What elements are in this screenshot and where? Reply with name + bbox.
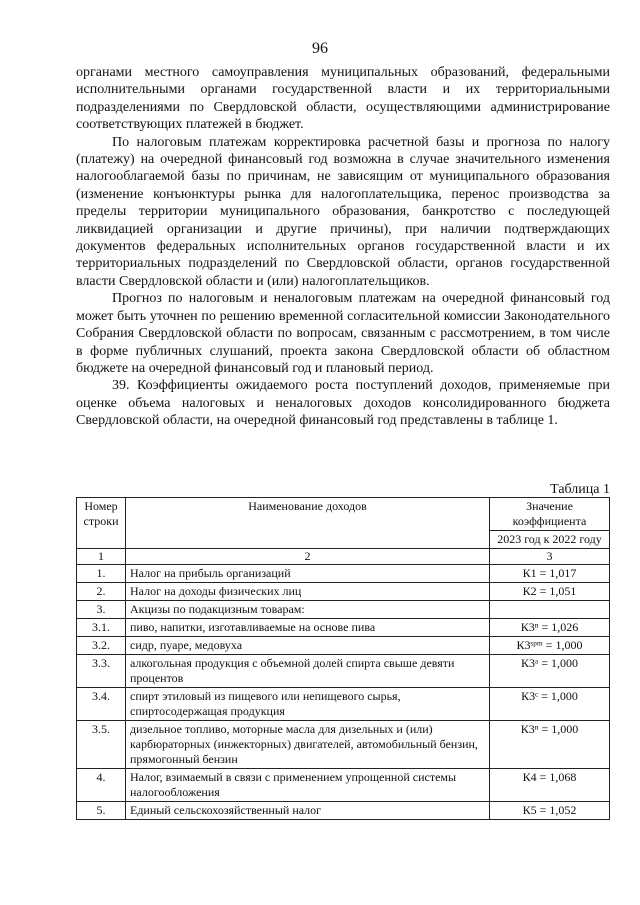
row-name: Единый сельскохозяйственный налог bbox=[126, 802, 490, 820]
page-number: 96 bbox=[312, 40, 328, 57]
row-name: Налог, взимаемый в связи с применением упрощенной системы налогообложения bbox=[126, 769, 490, 802]
row-coefficient: К5 = 1,052 bbox=[490, 802, 610, 820]
header-value: Значение коэффициента bbox=[490, 498, 610, 531]
row-name: Налог на доходы физических лиц bbox=[126, 583, 490, 601]
row-name: сидр, пуаре, медовуха bbox=[126, 637, 490, 655]
row-coefficient: К4 = 1,068 bbox=[490, 769, 610, 802]
header-number: Номер строки bbox=[77, 498, 126, 549]
paragraph: органами местного самоуправления муниципальных образований, федеральными исполнительными органами государственной власти и их территориальными подразделениями по Свердловской области, осуществляющими администрирование соответствующих платежей в бюджет. bbox=[76, 65, 610, 133]
coefficients-table bbox=[76, 497, 610, 820]
row-coefficient: К3ᶜ = 1,000 bbox=[490, 688, 610, 721]
row-number: 3.4. bbox=[77, 688, 126, 721]
paragraph: 39. Коэффициенты ожидаемого роста поступлений доходов, применяемые при оценке объема налоговых и неналоговых доходов консолидированного бюджета Свердловской области, на очередной финансовый год представлены в таблице 1. bbox=[76, 378, 610, 429]
row-number: 2. bbox=[77, 583, 126, 601]
column-number: 3 bbox=[490, 549, 610, 565]
row-number: 3.5. bbox=[77, 721, 126, 769]
row-name: Акцизы по подакцизным товарам: bbox=[126, 601, 490, 619]
row-number: 1. bbox=[77, 565, 126, 583]
table-header-row bbox=[77, 498, 610, 531]
table-row bbox=[77, 565, 610, 583]
table-row bbox=[77, 802, 610, 820]
row-name: пиво, напитки, изготавливаемые на основе пива bbox=[126, 619, 490, 637]
row-number: 3. bbox=[77, 601, 126, 619]
row-number: 3.2. bbox=[77, 637, 126, 655]
row-name: спирт этиловый из пищевого или непищевого сырья, спиртосодержащая продукция bbox=[126, 688, 490, 721]
row-number: 3.1. bbox=[77, 619, 126, 637]
table-row bbox=[77, 769, 610, 802]
column-number: 1 bbox=[77, 549, 126, 565]
row-name: Налог на прибыль организаций bbox=[126, 565, 490, 583]
row-coefficient: К3ⁿ = 1,000 bbox=[490, 721, 610, 769]
row-number: 4. bbox=[77, 769, 126, 802]
header-name: Наименование доходов bbox=[126, 498, 490, 549]
row-coefficient: К1 = 1,017 bbox=[490, 565, 610, 583]
table-caption: Таблица 1 bbox=[550, 482, 610, 497]
paragraph: По налоговым платежам корректировка расчетной базы и прогноза по налогу (платежу) на очередной финансовый год возможна в случае значительного изменения налогооблагаемой базы по причинам, не зависящим от муниципального образования (изменение конъюнктуры рынка для налогоплательщика, перенос производства за пределы территории муниципального образования, банкротство с последующей ликвидацией организации и другие причины), при наличии подтверждающих документов федеральных исполнительных органов государственной власти и их территориальных подразделений по Свердловской области, органов государственной власти Свердловской области и (или) налогоплательщиков. bbox=[76, 134, 610, 289]
row-coefficient: К2 = 1,051 bbox=[490, 583, 610, 601]
table-row bbox=[77, 637, 610, 655]
row-name: алкогольная продукция с объемной долей спирта свыше девяти процентов bbox=[126, 655, 490, 688]
table-row bbox=[77, 721, 610, 769]
table-row bbox=[77, 583, 610, 601]
table-row bbox=[77, 655, 610, 688]
row-coefficient: К3ˢᵖᵐ = 1,000 bbox=[490, 637, 610, 655]
paragraph: Прогноз по налоговым и неналоговым платежам на очередной финансовый год может быть уточнен по решению временной согласительной комиссии Законодательного Собрания Свердловской области по вопросам, связанным с рассмотрением, в том числе в форме публичных слушаний, проекта закона Свердловской области об областном бюджете на очередной финансовый год и плановый период. bbox=[76, 291, 610, 376]
row-coefficient: К3ⁿ = 1,026 bbox=[490, 619, 610, 637]
row-coefficient bbox=[490, 601, 610, 619]
table-row bbox=[77, 619, 610, 637]
header-period: 2023 год к 2022 году bbox=[490, 531, 610, 549]
column-number: 2 bbox=[126, 549, 490, 565]
row-coefficient: К3ᵃ = 1,000 bbox=[490, 655, 610, 688]
row-number: 5. bbox=[77, 802, 126, 820]
table-row bbox=[77, 688, 610, 721]
column-number-row bbox=[77, 549, 610, 565]
table-row bbox=[77, 601, 610, 619]
body-text bbox=[76, 64, 610, 430]
row-name: дизельное топливо, моторные масла для дизельных и (или) карбюраторных (инжекторных) двигателей, автомобильный бензин, прямогонный бензин bbox=[126, 721, 490, 769]
row-number: 3.3. bbox=[77, 655, 126, 688]
